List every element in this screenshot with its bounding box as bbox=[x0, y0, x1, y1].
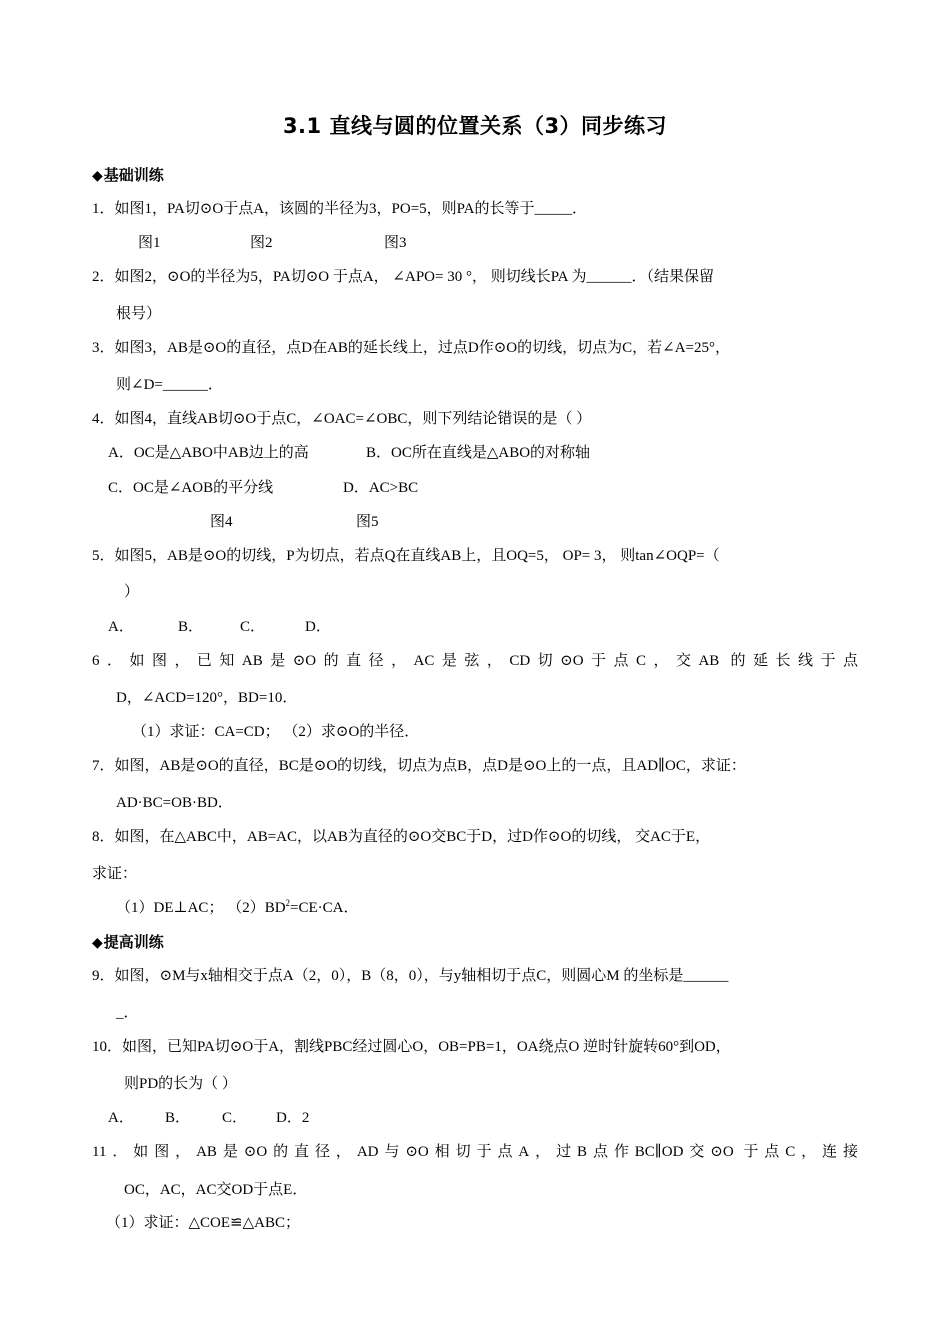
figure-label-1: 图1 bbox=[138, 235, 161, 251]
question-6-line-3: （1）求证：CA=CD； （2）求⊙O的半径． bbox=[132, 724, 420, 740]
question-4-option-a: A．OC是△ABO中AB边上的高 bbox=[108, 445, 309, 461]
superscript: 2 bbox=[285, 898, 291, 908]
question-5-option-c: C． bbox=[240, 619, 266, 635]
question-8-part-b: =CE·CA． bbox=[290, 900, 359, 916]
diamond-bullet-icon: ◆ bbox=[92, 935, 103, 951]
question-5-option-b: B． bbox=[178, 619, 204, 635]
question-3-line-1: 3．如图3，AB是⊙O的直径，点D在AB的延长线上，过点D作⊙O的切线，切点为C，若∠A=25°， bbox=[92, 340, 731, 356]
page-title: 3.1 直线与圆的位置关系（3）同步练习 bbox=[282, 114, 668, 138]
question-4: 4．如图4，直线AB切⊙O于点C，∠OAC=∠OBC，则下列结论错误的是（ ） bbox=[92, 411, 592, 427]
question-11-line-3: （1）求证：△COE≌△ABC； bbox=[106, 1215, 300, 1231]
question-10-option-d: D．2 bbox=[276, 1110, 310, 1126]
question-2-line-1: 2．如图2，⊙O的半径为5，PA切⊙O 于点A， ∠APO= 30 °， 则切线长PA 为______．（结果保留 bbox=[92, 269, 714, 285]
question-10-option-b: B． bbox=[165, 1110, 191, 1126]
question-5-option-a: A． bbox=[108, 619, 134, 635]
figure-label-2: 图2 bbox=[250, 235, 273, 251]
question-5-line-2: ） bbox=[124, 584, 140, 600]
question-4-option-d: D．AC>BC bbox=[343, 480, 419, 496]
question-5-line-1: 5．如图5，AB是⊙O的切线，P为切点，若点Q在直线AB上，且OQ=5， OP= 3， 则tan∠OQP=（ bbox=[92, 548, 720, 564]
question-7-line-2: AD·BC=OB·BD． bbox=[116, 795, 233, 811]
question-8-line-3 bbox=[116, 898, 359, 918]
question-10-option-a: A． bbox=[108, 1110, 134, 1126]
section-label: 提高训练 bbox=[103, 933, 164, 951]
question-10-option-c: C． bbox=[222, 1110, 248, 1126]
section-heading-basic bbox=[92, 165, 164, 186]
question-11-line-1: 11．如图，AB是⊙O的直径，AD与⊙O相切于点A，过B点作BC∥OD交⊙O 于点C，连接 bbox=[92, 1144, 858, 1160]
figure-label-5: 图5 bbox=[356, 514, 379, 530]
figure-label-3: 图3 bbox=[384, 235, 407, 251]
question-2-line-2: 根号） bbox=[116, 306, 162, 322]
question-3-line-2: 则∠D=______． bbox=[116, 377, 223, 393]
figure-label-4: 图4 bbox=[210, 514, 233, 530]
diamond-bullet-icon: ◆ bbox=[92, 168, 103, 184]
section-label: 基础训练 bbox=[103, 166, 164, 184]
question-11-line-2: OC，AC，AC交OD于点E． bbox=[124, 1182, 308, 1198]
question-10-line-1: 10．如图，已知PA切⊙O于A，割线PBC经过圆心O，OB=PB=1，OA绕点O 逆时针旋转60°到OD， bbox=[92, 1039, 731, 1055]
question-8-line-2: 求证： bbox=[92, 866, 138, 882]
question-9-line-2: _． bbox=[116, 1005, 139, 1021]
question-8-line-1: 8．如图，在△ABC中，AB=AC，以AB为直径的⊙O交BC于D，过D作⊙O的切线， 交AC于E， bbox=[92, 829, 711, 845]
question-10-line-2: 则PD的长为（ ） bbox=[124, 1076, 237, 1092]
question-8-part-a: （1）DE⊥AC； （2）BD bbox=[116, 900, 286, 916]
question-9-line-1: 9．如图，⊙M与x轴相交于点A（2，0），B（8，0），与y轴相切于点C，则圆心M 的坐标是______ bbox=[92, 968, 729, 984]
question-7-line-1: 7．如图，AB是⊙O的直径，BC是⊙O的切线，切点为点B，点D是⊙O上的一点，且AD∥OC，求证： bbox=[92, 758, 746, 774]
question-6-line-2: D，∠ACD=120°，BD=10． bbox=[116, 690, 298, 706]
question-5-option-d: D． bbox=[305, 619, 331, 635]
question-4-option-b: B．OC所在直线是△ABO的对称轴 bbox=[366, 445, 591, 461]
question-6-line-1: 6．如图，已知AB是⊙O的直径，AC是弦，CD切⊙O于点C，交AB 的延长线于点 bbox=[92, 653, 858, 669]
question-4-option-c: C．OC是∠AOB的平分线 bbox=[108, 480, 274, 496]
section-heading-advanced bbox=[92, 932, 164, 953]
question-1: 1．如图1，PA切⊙O于点A，该圆的半径为3，PO=5，则PA的长等于_____． bbox=[92, 201, 587, 217]
